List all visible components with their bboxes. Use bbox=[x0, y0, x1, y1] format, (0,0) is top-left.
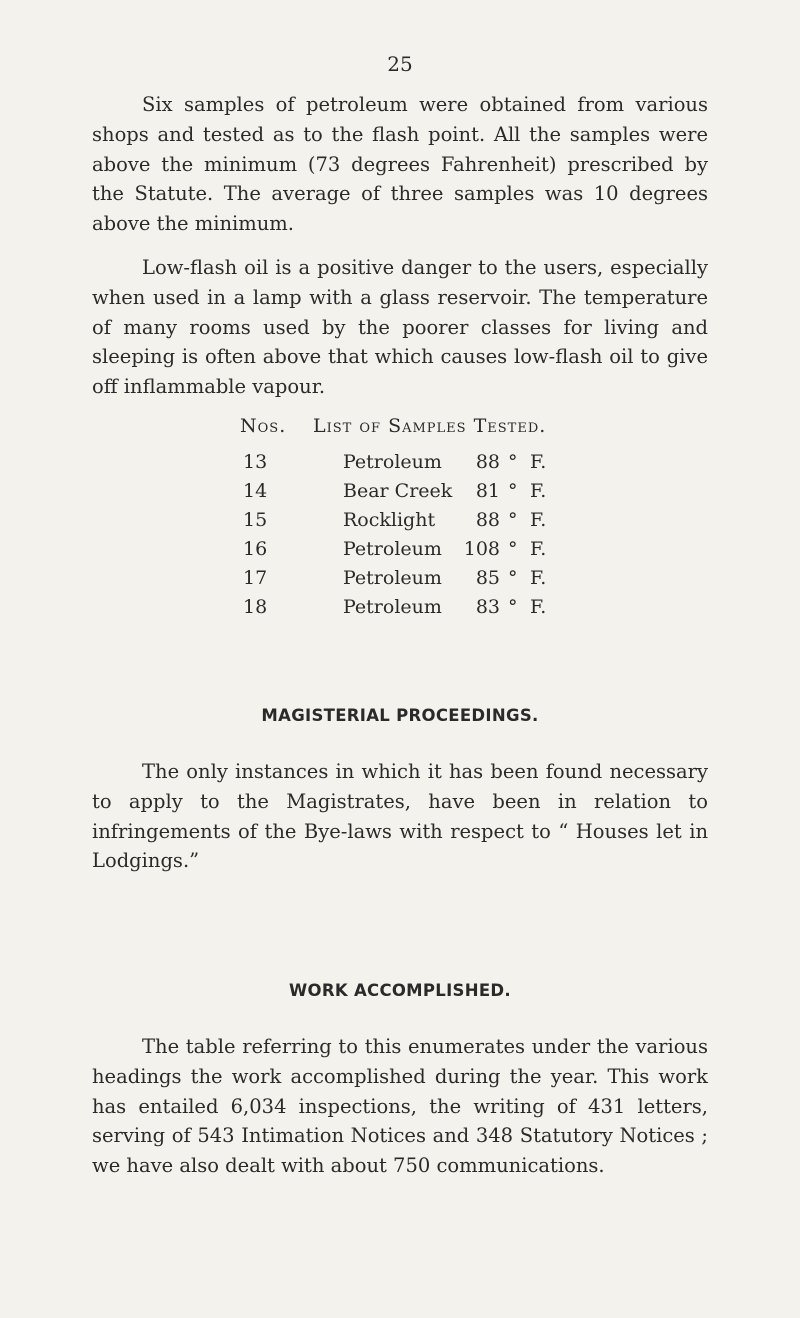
degree-symbol: ° bbox=[508, 567, 518, 589]
degree-symbol: ° bbox=[508, 509, 518, 531]
table-row bbox=[0, 567, 800, 595]
sample-name: Bear Creek bbox=[343, 480, 453, 502]
unit-label: F. bbox=[530, 509, 547, 531]
nos-column-header: Nos. bbox=[240, 415, 287, 437]
petroleum-samples-paragraph: Six samples of petroleum were obtained from various shops and tested as to the flash point. All the samples were above the minimum (73 degrees Fahrenheit) prescribed by the Statute. The average of three samples was 10 degrees above the minimum. bbox=[92, 93, 708, 236]
unit-label: F. bbox=[530, 480, 547, 502]
flash-point-value: 88 bbox=[475, 451, 500, 473]
degree-symbol: ° bbox=[508, 451, 518, 473]
work-accomplished-paragraph: The table referring to this enumerates under the various headings the work accomplished during the year. This work has entailed 6,034 inspections, the writing of 431 letters, serving of 543 Intimation Notices and 348 Statutory Notices ; we have also dealt with about 750 communications. bbox=[92, 1035, 708, 1178]
table-row bbox=[0, 509, 800, 537]
magisterial-proceedings-heading: MAGISTERIAL PROCEEDINGS. bbox=[261, 706, 539, 725]
sample-name: Petroleum bbox=[343, 567, 442, 589]
sample-number: 14 bbox=[243, 480, 268, 502]
degree-symbol: ° bbox=[508, 480, 518, 502]
degree-symbol: ° bbox=[508, 596, 518, 618]
work-accomplished-heading: WORK ACCOMPLISHED. bbox=[289, 981, 511, 1000]
sample-number: 18 bbox=[243, 596, 268, 618]
table-row bbox=[0, 451, 800, 479]
sample-number: 17 bbox=[243, 567, 268, 589]
list-column-header: List of Samples Tested. bbox=[313, 415, 547, 437]
sample-number: 16 bbox=[243, 538, 268, 560]
flash-point-value: 83 bbox=[475, 596, 500, 618]
table-row bbox=[0, 596, 800, 624]
unit-label: F. bbox=[530, 538, 547, 560]
sample-number: 13 bbox=[243, 451, 268, 473]
unit-label: F. bbox=[530, 567, 547, 589]
degree-symbol: ° bbox=[508, 538, 518, 560]
flash-point-value: 88 bbox=[475, 509, 500, 531]
unit-label: F. bbox=[530, 451, 547, 473]
page-number: 25 bbox=[387, 52, 413, 76]
sample-name: Rocklight bbox=[343, 509, 436, 531]
sample-number: 15 bbox=[243, 509, 268, 531]
table-row bbox=[0, 480, 800, 508]
unit-label: F. bbox=[530, 596, 547, 618]
flash-point-value: 81 bbox=[475, 480, 500, 502]
table-row bbox=[0, 538, 800, 566]
sample-name: Petroleum bbox=[343, 451, 442, 473]
flash-point-value: 85 bbox=[475, 567, 500, 589]
low-flash-oil-paragraph: Low-flash oil is a positive danger to the users, especially when used in a lamp with a glass reservoir. The temperature of many rooms used by the poorer classes for living and sleeping is often above that which causes low-flash oil to give off inflammable vapour. bbox=[92, 256, 708, 399]
sample-name: Petroleum bbox=[343, 538, 442, 560]
sample-name: Petroleum bbox=[343, 596, 442, 618]
magisterial-proceedings-paragraph: The only instances in which it has been found necessary to apply to the Magistrates, have been in relation to infringements of the Bye-laws with respect to “ Houses let in Lodgings.” bbox=[92, 760, 708, 873]
flash-point-value: 108 bbox=[463, 538, 500, 560]
